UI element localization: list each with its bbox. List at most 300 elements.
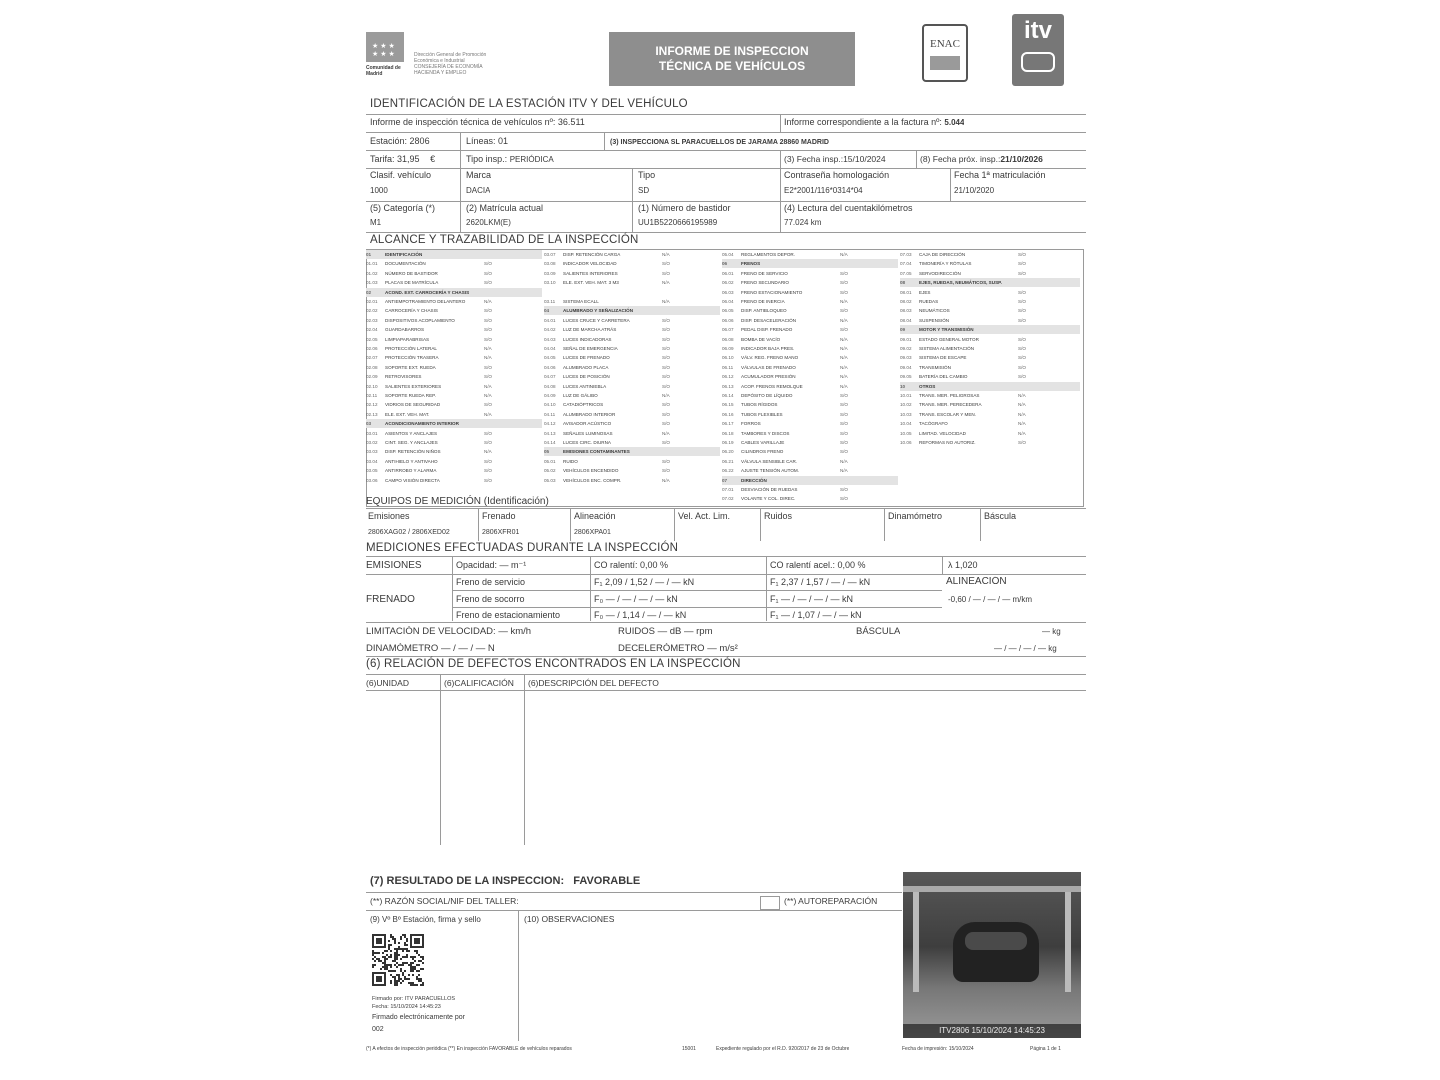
scope-result: S/O bbox=[484, 308, 492, 314]
odometer-value: 77.024 km bbox=[784, 218, 822, 227]
scope-description: LUZ DE GÁLIBO bbox=[563, 393, 598, 398]
result-title: (7) RESULTADO DE LA INSPECCIÓN: bbox=[370, 876, 565, 887]
scope-description: NEUMÁTICOS bbox=[919, 308, 950, 314]
scope-row bbox=[900, 438, 1080, 447]
scope-row bbox=[366, 419, 542, 428]
scope-description: DISPOSITIVOS ACOPLAMIENTO bbox=[385, 317, 455, 323]
scope-description: MOTOR Y TRANSMISIÓN bbox=[919, 327, 974, 333]
scope-row bbox=[722, 447, 898, 456]
equipment-col bbox=[366, 509, 479, 541]
scope-description: DISP. RETENCIÓN CARGA bbox=[563, 252, 621, 257]
scope-code: 02.11 bbox=[366, 393, 378, 398]
logo-org: Comunidad de Madrid bbox=[366, 65, 401, 77]
scope-result: S/O bbox=[1018, 317, 1026, 323]
type-label: Tipo bbox=[638, 170, 656, 180]
scope-result: S/O bbox=[484, 458, 492, 464]
scope-result: N/A bbox=[662, 299, 670, 304]
scope-code: 02.03 bbox=[366, 317, 378, 323]
scope-result: S/O bbox=[484, 317, 492, 323]
scope-row bbox=[366, 382, 542, 391]
scope-row bbox=[544, 447, 720, 456]
scope-code: 04 bbox=[544, 308, 550, 314]
scope-code: 04.13 bbox=[544, 430, 556, 436]
scope-code: 02 bbox=[366, 289, 372, 295]
scope-code: 04.10 bbox=[544, 402, 556, 408]
equipment-col bbox=[980, 509, 1084, 541]
scope-result: N/A bbox=[1018, 430, 1026, 436]
scope-result: N/A bbox=[840, 346, 848, 351]
plate-label: (2) Matrícula actual bbox=[466, 203, 544, 213]
scope-code: 06.22 bbox=[722, 468, 734, 474]
scope-row bbox=[900, 269, 1080, 278]
category-label: (5) Categoría (*) bbox=[370, 203, 436, 213]
scope-code: 02.04 bbox=[366, 327, 378, 333]
scope-code: 03.07 bbox=[544, 252, 556, 257]
equipment-label: Frenado bbox=[482, 511, 516, 521]
scope-code: 01.01 bbox=[366, 261, 378, 267]
scope-code: 04.08 bbox=[544, 383, 556, 389]
scope-row bbox=[722, 372, 898, 381]
vin-label: (1) Número de bastidor bbox=[638, 203, 731, 213]
scope-description: BOMBA DE VACÍO bbox=[741, 336, 781, 342]
scope-description: ESTADO GENERAL MOTOR bbox=[919, 336, 979, 342]
equipment-label: Ruidos bbox=[764, 511, 793, 521]
scope-row bbox=[900, 325, 1080, 334]
scope-description: TUBOS FLEXIBLES bbox=[741, 411, 783, 417]
scope-result: S/O bbox=[484, 440, 492, 445]
scope-result: S/O bbox=[662, 411, 670, 417]
scope-result: S/O bbox=[484, 270, 492, 276]
scope-description: SEÑALES LUMINOSAS bbox=[563, 430, 613, 436]
scope-description: ACOP. FRENOS REMOLQUE bbox=[741, 383, 803, 389]
self-repair-checkbox[interactable] bbox=[760, 896, 780, 910]
defects-col-description: (6)DESCRIPCIÓN DEL DEFECTO bbox=[528, 678, 659, 688]
scope-code: 04.07 bbox=[544, 374, 556, 380]
scope-result: S/O bbox=[662, 355, 670, 361]
lambda: λ 1,020 bbox=[948, 560, 978, 570]
scope-result: S/O bbox=[1018, 308, 1026, 314]
observations-label: (10) OBSERVACIONES bbox=[524, 914, 615, 924]
footer-regulation: Expediente regulado por el R.D. 920/2017 de 23 de Octubre bbox=[716, 1046, 850, 1052]
scope-row bbox=[722, 306, 898, 315]
scope-description: INDICADOR VELOCIDAD bbox=[563, 261, 617, 267]
scope-description: ALUMBRADO PLACA bbox=[563, 364, 609, 370]
scope-row bbox=[544, 419, 720, 428]
scope-row bbox=[366, 438, 542, 447]
scope-row bbox=[544, 457, 720, 466]
scope-result: N/A bbox=[662, 280, 670, 286]
scope-code: 03.08 bbox=[544, 261, 556, 267]
scope-description: EJES, RUEDAS, NEUMÁTICOS, SUSP. bbox=[919, 280, 1002, 286]
scope-row bbox=[722, 494, 898, 503]
scope-description: TRANS. ESCOLAR Y MEN. bbox=[919, 411, 977, 417]
scope-description: DESVIACIÓN DE RUEDAS bbox=[741, 487, 798, 492]
scope-code: 02.02 bbox=[366, 308, 378, 314]
scope-row bbox=[544, 466, 720, 475]
scope-row bbox=[722, 466, 898, 475]
scope-row bbox=[722, 457, 898, 466]
scope-description: LUCES CRUCE Y CARRETERA bbox=[563, 317, 630, 323]
invoice-label: Informe correspondiente a la factura nº: bbox=[784, 117, 942, 127]
scope-result: S/O bbox=[1018, 252, 1026, 257]
scope-description: SALIENTES EXTERIORES bbox=[385, 383, 442, 389]
scope-result: S/O bbox=[662, 364, 670, 370]
scope-row bbox=[900, 306, 1080, 315]
category-value: M1 bbox=[370, 218, 382, 227]
logo-line: CONSEJERÍA DE ECONOMÍA bbox=[414, 64, 483, 70]
scope-code: 05.03 bbox=[544, 477, 556, 483]
scope-row bbox=[544, 250, 720, 259]
scope-code: 02.01 bbox=[366, 299, 378, 304]
scope-result: S/O bbox=[662, 261, 670, 267]
scope-result: S/O bbox=[840, 440, 848, 445]
scope-row bbox=[900, 288, 1080, 297]
parking-brake-rear: F₁ — / 1,07 / — / — kN bbox=[770, 610, 862, 620]
scope-row bbox=[722, 353, 898, 362]
alignment-value: -0,60 / — / — / — m/km bbox=[948, 595, 1033, 604]
scope-code: 09.02 bbox=[900, 346, 912, 351]
equipment-col bbox=[760, 509, 885, 541]
scope-description: VEHÍCULOS ENCENDIDO bbox=[563, 468, 619, 474]
insp-date-label: (3) Fecha insp.: bbox=[784, 154, 844, 164]
scope-code: 06.14 bbox=[722, 393, 734, 398]
logo-line: Dirección General de Promoción bbox=[414, 52, 487, 58]
scope-row bbox=[722, 476, 898, 485]
scope-code: 01.02 bbox=[366, 270, 378, 276]
scope-description: INDICADOR BAJA PRES. bbox=[741, 346, 795, 351]
self-repair-label: (**) AUTOREPARACIÓN bbox=[784, 896, 878, 906]
inspection-report-page bbox=[360, 10, 1088, 1068]
scope-row bbox=[722, 250, 898, 259]
insp-type-label: Tipo insp.: bbox=[466, 154, 508, 164]
scope-result: S/O bbox=[484, 327, 492, 333]
scope-description: TRANS. MER. PERECEDERA bbox=[919, 402, 982, 408]
scope-code: 10.05 bbox=[900, 430, 912, 436]
scope-result: N/A bbox=[1018, 421, 1026, 427]
scope-description: SEÑAL DE EMERGENCIA bbox=[563, 346, 618, 351]
scope-description: TIMONERÍA Y RÓTULAS bbox=[919, 261, 972, 267]
scope-description: PROTECCIÓN LATERAL bbox=[385, 346, 437, 351]
scope-code: 06.12 bbox=[722, 374, 734, 380]
itv-logo bbox=[1012, 14, 1064, 86]
service-brake-rear: F₁ 2,37 / 1,57 / — / — kN bbox=[770, 577, 871, 587]
scope-row bbox=[366, 259, 542, 268]
scope-description: CILINDROS FRENO bbox=[741, 449, 784, 455]
scope-row bbox=[544, 438, 720, 447]
scope-row bbox=[900, 382, 1080, 391]
scope-description: VÁLVULA SENSIBLE CAR. bbox=[741, 458, 798, 464]
scope-description: FRENO DE SERVICIO bbox=[741, 270, 788, 276]
scope-code: 06.19 bbox=[722, 440, 734, 445]
scope-code: 03.01 bbox=[366, 430, 378, 436]
scope-description: ELE. EXT. VEH. MAT. bbox=[385, 411, 430, 417]
emergency-brake-label: Freno de socorro bbox=[456, 594, 525, 604]
scope-row bbox=[722, 269, 898, 278]
scope-row bbox=[366, 344, 542, 353]
scope-description: PEDAL DISP. FRENADO bbox=[741, 327, 793, 333]
scope-description: RETROVISORES bbox=[385, 374, 422, 380]
scope-description: LUCES INDICADORAS bbox=[563, 336, 612, 342]
scope-row bbox=[722, 419, 898, 428]
speed-limit: LIMITACIÓN DE VELOCIDAD: — km/h bbox=[366, 626, 532, 637]
scope-row bbox=[722, 259, 898, 268]
footer-page: Página 1 de 1 bbox=[1030, 1046, 1061, 1052]
scope-row bbox=[366, 278, 542, 287]
scope-description: VÁLV. REG. FRENO MANO bbox=[741, 355, 799, 361]
scope-row bbox=[544, 391, 720, 400]
service-brake-front: F₁ 2,09 / 1,52 / — / — kN bbox=[594, 577, 695, 587]
scope-result: S/O bbox=[1018, 289, 1026, 295]
scope-description: ACOND. EXT. CARROCERÍA Y CHASIS bbox=[385, 289, 470, 295]
scope-row bbox=[900, 344, 1080, 353]
scope-row bbox=[722, 391, 898, 400]
scope-result: N/A bbox=[662, 477, 670, 483]
scope-code: 02.06 bbox=[366, 346, 378, 351]
scope-row bbox=[544, 269, 720, 278]
workshop-label: (**) RAZÓN SOCIAL/NIF DEL TALLER: bbox=[370, 896, 519, 906]
next-insp-label: (8) Fecha próx. insp.: bbox=[920, 154, 1001, 164]
scope-description: SISTEMA ECALL bbox=[563, 299, 599, 304]
scope-description: PLACAS DE MATRÍCULA bbox=[385, 280, 439, 286]
scope-code: 03 bbox=[366, 421, 372, 427]
scope-result: S/O bbox=[840, 421, 848, 427]
scope-row bbox=[544, 410, 720, 419]
scope-code: 10.06 bbox=[900, 440, 912, 445]
scope-column-3 bbox=[722, 250, 898, 506]
scope-description: TRANS. MER. PELIGROSAS bbox=[919, 393, 980, 398]
scope-description: LUCES DE POSICIÓN bbox=[563, 374, 610, 380]
scope-result: S/O bbox=[662, 346, 670, 351]
result-block bbox=[366, 872, 902, 1042]
enac-logo bbox=[922, 24, 968, 82]
scope-description: AVISADOR ACÚSTICO bbox=[563, 421, 612, 427]
scope-result: S/O bbox=[1018, 440, 1026, 445]
scope-description: CABLES VARILLAJE bbox=[741, 440, 785, 445]
station-code: 2806 bbox=[409, 136, 430, 146]
scope-result: S/O bbox=[840, 393, 848, 398]
type-value: SD bbox=[638, 186, 650, 195]
station-label: Estación: bbox=[370, 136, 408, 146]
scope-description: OTROS bbox=[919, 383, 936, 389]
scope-result: S/O bbox=[840, 280, 848, 286]
scope-description: FRENO ESTACIONAMIENTO bbox=[741, 289, 803, 295]
scope-row bbox=[722, 382, 898, 391]
brand-value: DACIA bbox=[466, 186, 491, 195]
scope-code: 10.02 bbox=[900, 402, 912, 408]
scope-code: 06.04 bbox=[722, 299, 734, 304]
scope-code: 03.03 bbox=[366, 449, 378, 455]
scope-result: S/O bbox=[662, 383, 670, 389]
scope-row bbox=[366, 372, 542, 381]
scope-row bbox=[366, 250, 542, 259]
scope-description: TAMBORES Y DISCOS bbox=[741, 430, 790, 436]
logo-line: HACIENDA Y EMPLEO bbox=[414, 70, 467, 76]
scope-description: RUIDO bbox=[563, 458, 578, 464]
tariff-label: Tarifa: bbox=[370, 154, 395, 164]
scope-result: N/A bbox=[484, 383, 492, 389]
ident-section-title: IDENTIFICACIÓN DE LA ESTACIÓN ITV Y DEL VEHÍCULO bbox=[370, 98, 688, 110]
scope-code: 02.07 bbox=[366, 355, 378, 361]
scope-row bbox=[366, 429, 542, 438]
scope-result: S/O bbox=[840, 327, 848, 333]
scope-row bbox=[900, 429, 1080, 438]
signed-mode: Firmado electrónicamente por bbox=[372, 1014, 465, 1021]
scope-row bbox=[722, 297, 898, 306]
dynamometer: DINAMÓMETRO — / — / — N bbox=[366, 643, 495, 654]
scope-section-title: ALCANCE Y TRAZABILIDAD DE LA INSPECCIÓN bbox=[370, 234, 639, 246]
scope-row bbox=[900, 278, 1080, 287]
equipment-label: Vel. Act. Lim. bbox=[678, 511, 731, 521]
scope-result: S/O bbox=[662, 421, 670, 427]
scope-code: 06.20 bbox=[722, 449, 734, 455]
scope-result: N/A bbox=[662, 393, 670, 398]
scope-row bbox=[366, 335, 542, 344]
scope-code: 06.17 bbox=[722, 421, 734, 427]
class-label: Clasif. vehículo bbox=[370, 170, 432, 180]
scope-row bbox=[366, 400, 542, 409]
scope-row bbox=[544, 372, 720, 381]
scope-result: S/O bbox=[840, 496, 848, 502]
scope-result: S/O bbox=[840, 289, 848, 295]
scope-code: 04.12 bbox=[544, 421, 556, 427]
scope-code: 09 bbox=[900, 327, 906, 333]
scope-code: 06.05 bbox=[722, 308, 734, 314]
equipment-value: 2806XAG02 / 2806XED02 bbox=[368, 529, 450, 536]
logo-text-block bbox=[414, 52, 524, 76]
scope-row bbox=[366, 447, 542, 456]
signed-code: 002 bbox=[372, 1026, 384, 1033]
result-value: FAVORABLE bbox=[573, 876, 641, 887]
equipment-label: Dinamómetro bbox=[888, 511, 943, 521]
scope-result: S/O bbox=[662, 327, 670, 333]
scope-row bbox=[366, 316, 542, 325]
scope-result: S/O bbox=[484, 402, 492, 408]
equipment-value: 2806XFR01 bbox=[482, 529, 520, 536]
scope-row bbox=[722, 335, 898, 344]
report-number-label: Informe de inspección técnica de vehículos nº: bbox=[370, 117, 556, 127]
parking-brake-front: F₀ — / 1,14 / — / — kN bbox=[594, 610, 687, 620]
scope-code: 08.01 bbox=[900, 289, 912, 295]
signed-date: Fecha: 15/10/2024 14:45:23 bbox=[372, 1004, 441, 1010]
scope-code: 03.09 bbox=[544, 270, 556, 276]
braking-label: FRENADO bbox=[366, 594, 415, 605]
scope-description: REGLAMENTOS DEPOR. bbox=[741, 252, 796, 257]
scope-code: 08 bbox=[900, 280, 906, 286]
first-registration-label: Fecha 1ª matriculación bbox=[954, 170, 1046, 180]
scope-code: 02.09 bbox=[366, 374, 378, 380]
scope-description: RUEDAS bbox=[919, 299, 939, 304]
tariff-value: 31,95 bbox=[397, 154, 420, 164]
scope-description: LUCES DE FRENADO bbox=[563, 355, 610, 361]
scope-result: N/A bbox=[484, 346, 492, 351]
scope-description: DIRECCIÓN bbox=[741, 477, 767, 483]
scope-description: SOPORTE EXT. RUEDA bbox=[385, 364, 436, 370]
plate-value: 2620LKM(E) bbox=[466, 218, 511, 227]
scope-row bbox=[544, 382, 720, 391]
scope-row bbox=[544, 476, 720, 485]
defects-section-title: (6) RELACIÓN DE DEFECTOS ENCONTRADOS EN LA INSPECCIÓN bbox=[366, 658, 741, 670]
scope-row bbox=[900, 400, 1080, 409]
scope-result: S/O bbox=[484, 280, 492, 286]
scope-code: 04.14 bbox=[544, 440, 556, 445]
parking-brake-label: Freno de estacionamiento bbox=[456, 610, 561, 620]
scope-result: S/O bbox=[484, 261, 492, 267]
scope-row bbox=[544, 278, 720, 287]
scope-row bbox=[722, 429, 898, 438]
report-number: 36.511 bbox=[557, 117, 585, 127]
insp-type: PERIÓDICA bbox=[509, 155, 554, 164]
scope-description: ACUMULADOR PRESIÓN bbox=[741, 374, 796, 380]
scope-code: 03.02 bbox=[366, 440, 378, 445]
scope-code: 10.04 bbox=[900, 421, 912, 427]
scope-result: S/O bbox=[484, 477, 492, 483]
scope-row bbox=[900, 353, 1080, 362]
scope-row bbox=[722, 316, 898, 325]
scope-result: N/A bbox=[840, 383, 848, 389]
scope-row bbox=[366, 297, 542, 306]
scope-description: NÚMERO DE BASTIDOR bbox=[385, 270, 438, 276]
scope-description: LIMPIAPARABRISAS bbox=[385, 336, 430, 342]
scope-code: 08.02 bbox=[900, 299, 912, 304]
scope-row bbox=[544, 259, 720, 268]
scope-row bbox=[544, 335, 720, 344]
scope-result: S/O bbox=[662, 440, 670, 445]
scope-row bbox=[900, 259, 1080, 268]
scope-description: AJUSTE TENSIÓN AUTOM. bbox=[741, 468, 800, 474]
scope-code: 03.05 bbox=[366, 468, 378, 474]
scope-code: 08.04 bbox=[900, 317, 912, 323]
scope-description: VEHÍCULOS ENC. COMPR. bbox=[563, 477, 622, 483]
scope-description: CAMPO VISIÓN DIRECTA bbox=[385, 477, 440, 483]
scope-row bbox=[900, 316, 1080, 325]
scope-description: DOCUMENTACIÓN bbox=[385, 261, 426, 267]
homologation-label: Contraseña homologación bbox=[784, 170, 890, 180]
scope-description: ANTIRROBO Y ALARMA bbox=[385, 468, 437, 474]
scope-row bbox=[722, 400, 898, 409]
co-idle-accel: CO ralentí acel.: 0,00 % bbox=[770, 560, 866, 570]
scope-result: N/A bbox=[484, 411, 492, 417]
photo-caption: ITV2806 15/10/2024 14:45:23 bbox=[903, 1024, 1081, 1038]
scope-row bbox=[900, 250, 1080, 259]
equipment-col bbox=[478, 509, 571, 541]
scope-code: 07.01 bbox=[722, 487, 734, 492]
scope-description: PROTECCIÓN TRASERA bbox=[385, 355, 439, 361]
scope-description: LUCES CIRC. DIURNA bbox=[563, 440, 611, 445]
scope-row bbox=[722, 325, 898, 334]
scope-result: S/O bbox=[1018, 355, 1026, 361]
scope-code: 07.04 bbox=[900, 261, 912, 267]
logo-line: Económica e Industrial bbox=[414, 58, 465, 64]
scope-description: SISTEMA ALIMENTACIÓN bbox=[919, 346, 975, 351]
scope-result: S/O bbox=[662, 317, 670, 323]
scope-result: N/A bbox=[662, 430, 670, 436]
scope-description: ALUMBRADO Y SEÑALIZACIÓN bbox=[563, 308, 634, 314]
scope-result: S/O bbox=[662, 336, 670, 342]
report-title: INFORME DE INSPECCION TÉCNICA DE VEHÍCULOS bbox=[655, 44, 809, 73]
scope-code: 04.06 bbox=[544, 364, 556, 370]
scope-result: N/A bbox=[840, 299, 848, 304]
scale-value: — kg bbox=[1042, 627, 1061, 636]
insp-date: 15/10/2024 bbox=[843, 154, 886, 164]
invoice-number: 5.044 bbox=[944, 118, 965, 127]
scope-result: S/O bbox=[840, 402, 848, 408]
scope-code: 06.18 bbox=[722, 430, 734, 436]
scope-row bbox=[722, 278, 898, 287]
scope-description: LUCES ANTINIEBLA bbox=[563, 383, 607, 389]
scope-result: S/O bbox=[1018, 364, 1026, 370]
scope-code: 06.21 bbox=[722, 458, 734, 464]
scope-result: S/O bbox=[662, 270, 670, 276]
